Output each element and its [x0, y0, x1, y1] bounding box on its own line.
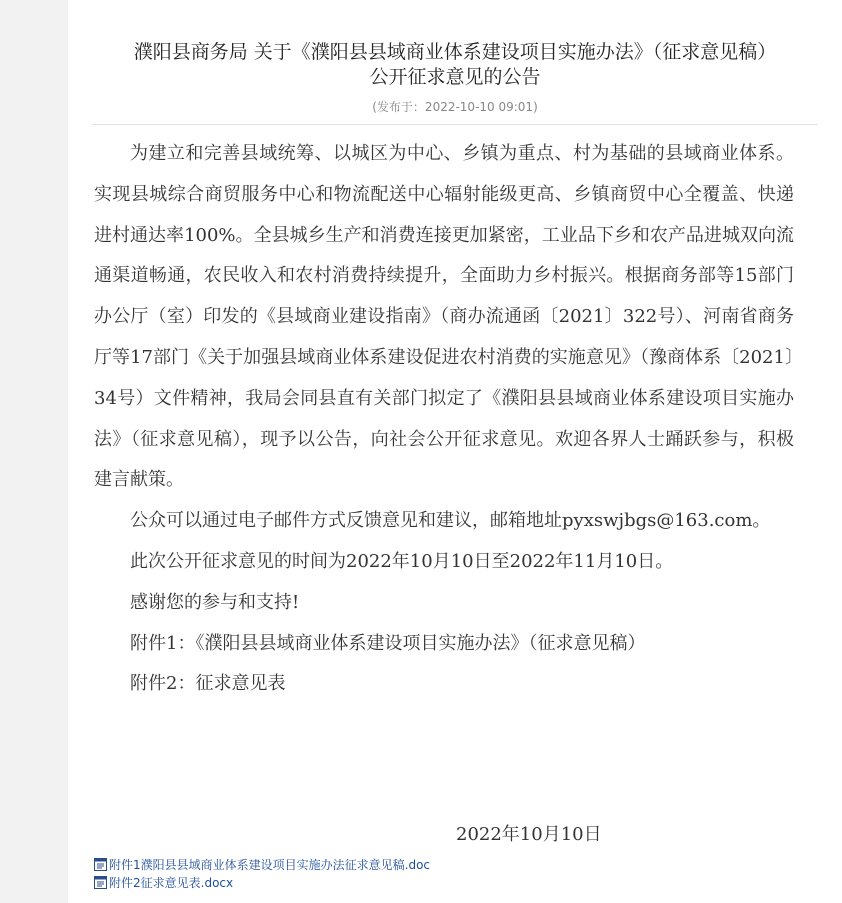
attachment-label[interactable]: 附件2征求意见表.docx	[109, 876, 234, 890]
word-doc-icon	[94, 876, 108, 889]
signature-date: 2022年10月10日	[456, 824, 602, 845]
paragraph-thanks: 感谢您的参与和支持!	[130, 591, 300, 613]
attachment-label[interactable]: 附件1濮阳县县域商业体系建设项目实施办法征求意见稿.doc	[109, 858, 431, 872]
attachment-link-1[interactable]	[94, 856, 430, 873]
paragraph-period: 此次公开征求意见的时间为2022年10月10日至2022年11月10日。	[130, 550, 674, 572]
article-title-line2: 公开征求意见的公告	[369, 66, 541, 88]
paragraph-email: 公众可以通过电子邮件方式反馈意见和建议，邮箱地址pyxswjbgs@163.com。	[130, 510, 771, 532]
article-title-line1: 濮阳县商务局 关于《濮阳县县域商业体系建设项目实施办法》（征求意见稿）	[133, 41, 777, 63]
publish-time: (发布于：2022-10-10 09:01)	[372, 100, 538, 114]
attachment-link-2[interactable]	[94, 874, 233, 891]
article-body	[94, 134, 794, 705]
paragraph-attachment-2: 附件2：征求意见表	[130, 673, 286, 695]
article-page	[68, 0, 842, 903]
title-divider	[92, 124, 818, 125]
paragraph-attachment-1: 附件1：《濮阳县县域商业体系建设项目实施办法》（征求意见稿）	[130, 632, 646, 654]
word-doc-icon	[94, 858, 108, 871]
paragraph-intro: 为建立和完善县域统筹、以城区为中心、乡镇为重点、村为基础的县域商业体系。实现县城综合商贸服务中心和物流配送中心辐射能级更高、乡镇商贸中心全覆盖、快递进村通达率100%。全县城乡生产和消费连接更加紧密，工业品下乡和农产品进城双向流通渠道畅通，农民收入和农村消费持续提升，全面助力乡村振兴。根据商务部等15部门办公厅（室）印发的《县域商业建设指南》（商办流通函〔2021〕322号）、河南省商务厅等17部门《关于加强县域商业体系建设促进农村消费的实施意见》（豫商体系〔2021〕34号）文件精神，我局会同县直有关部门拟定了《濮阳县县域商业体系建设项目实施办法》（征求意见稿），现予以公告，向社会公开征求意见。欢迎各界人士踊跃参与，积极建言献策。	[94, 143, 794, 491]
